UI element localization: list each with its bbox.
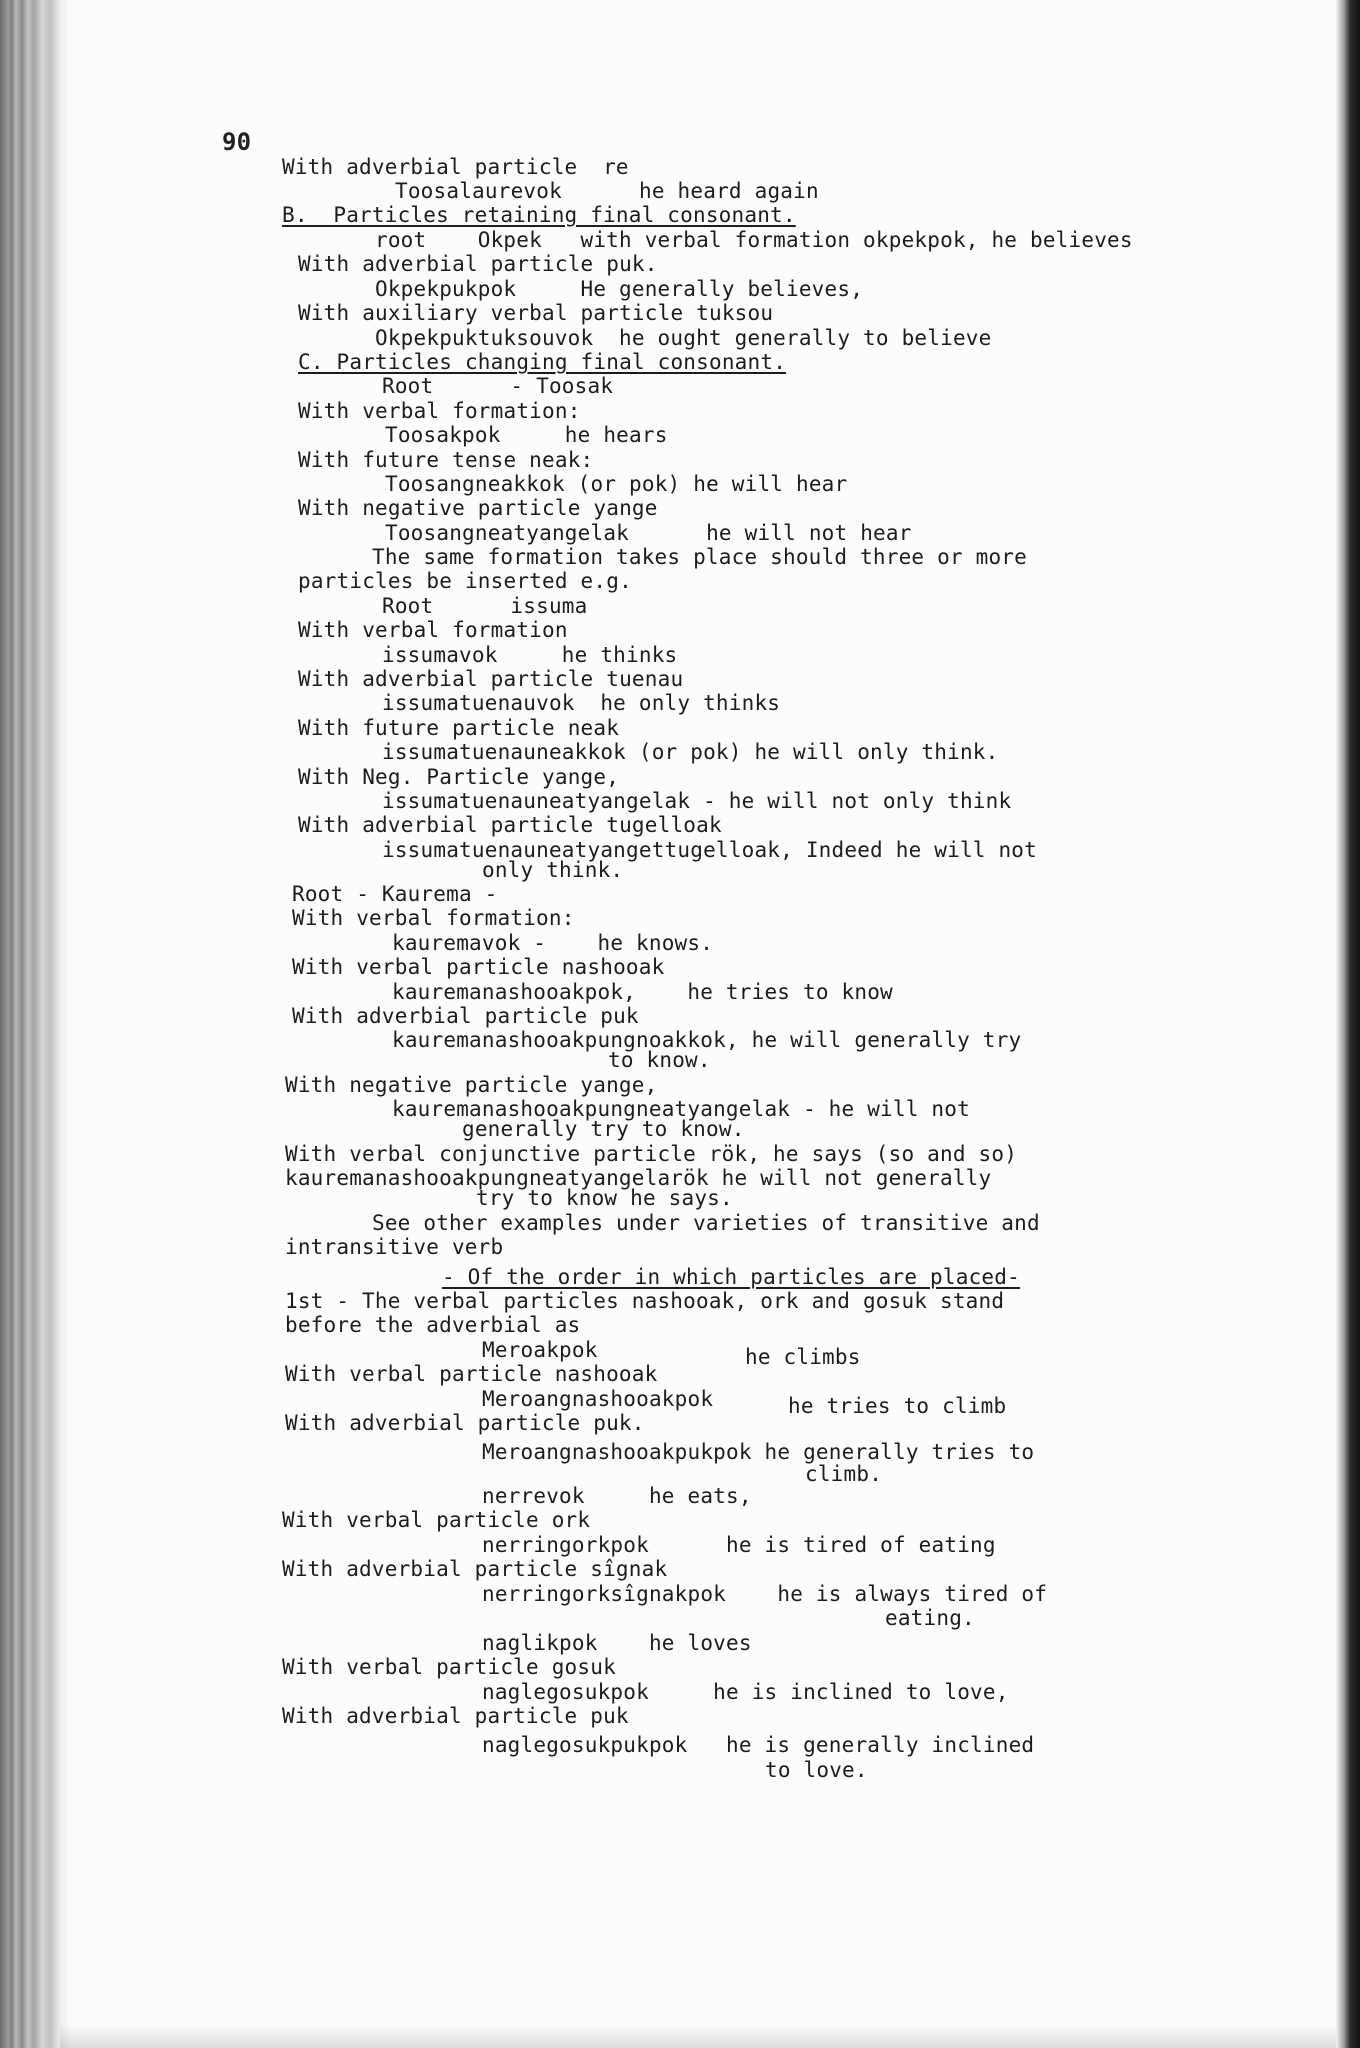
text-line: kauremavok - he knows.: [392, 931, 714, 955]
text-line: 1st - The verbal particles nashooak, ork and gosuk stand: [285, 1289, 1005, 1313]
text-line: With adverbial particle puk.: [298, 252, 658, 276]
text-line: Toosangneakkok (or pok) he will hear: [385, 472, 848, 496]
text-line: try to know he says.: [476, 1186, 733, 1210]
text-line: With adverbial particle puk: [292, 1004, 639, 1028]
text-line: With adverbial particle puk.: [285, 1411, 645, 1435]
text-line: kauremanashooakpungneatyangelak - he will not: [392, 1097, 970, 1121]
text-line: Meroangnashooakpukpok he generally tries to: [482, 1440, 1035, 1464]
book-binding-edge: [0, 0, 70, 2048]
text-line: nerringorksîgnakpok he is always tired of: [482, 1582, 1048, 1606]
text-line: kauremanashooakpok, he tries to know: [392, 980, 893, 1004]
text-line: With verbal conjunctive particle rök, he says (so and so): [285, 1142, 1018, 1166]
text-line: Okpekpuktuksouvok he ought generally to believe: [375, 326, 992, 350]
text-line: With future particle neak: [298, 716, 620, 740]
text-line: With negative particle yange: [298, 496, 658, 520]
text-line: Root - Toosak: [382, 374, 614, 398]
text-line: issumatuenauneakkok (or pok) he will only think.: [382, 740, 999, 764]
text-line: he tries to climb: [788, 1394, 1007, 1418]
page-bottom-shade: [60, 2024, 1336, 2048]
text-line: issumatuenauvok he only thinks: [382, 691, 781, 715]
text-line: With adverbial particle tuenau: [298, 667, 684, 691]
text-line: issumatuenauneatyangettugelloak, Indeed he will not: [382, 838, 1037, 862]
text-line: Root - Kaurema -: [292, 882, 498, 906]
text-line: eating.: [885, 1606, 975, 1630]
page-number: 90: [222, 128, 252, 156]
section-heading: - Of the order in which particles are placed-: [442, 1265, 1020, 1289]
text-line: With verbal formation:: [298, 399, 581, 423]
text-line: With adverbial particle re: [282, 155, 629, 179]
text-line: With verbal particle ork: [282, 1508, 591, 1532]
text-line: climb.: [805, 1462, 883, 1486]
text-line: root Okpek with verbal formation okpekpok, he believes: [375, 228, 1133, 252]
text-line: Toosakpok he hears: [385, 423, 668, 447]
text-line: Root issuma: [382, 594, 588, 618]
text-line: naglegosukpukpok he is generally inclined: [482, 1733, 1035, 1757]
text-line: before the adverbial as: [285, 1313, 581, 1337]
text-line: With auxiliary verbal particle tuksou: [298, 301, 774, 325]
text-line: intransitive verb: [285, 1235, 504, 1259]
text-line: to know.: [608, 1048, 711, 1072]
text-line: naglegosukpok he is inclined to love,: [482, 1680, 1009, 1704]
page-right-edge: [1336, 0, 1360, 2048]
text-line: The same formation takes place should three or more: [372, 545, 1027, 569]
text-line: nerringorkpok he is tired of eating: [482, 1533, 996, 1557]
text-line: Meroakpok: [482, 1338, 598, 1362]
text-line: issumavok he thinks: [382, 643, 678, 667]
text-line: With adverbial particle puk: [282, 1704, 629, 1728]
text-line: generally try to know.: [462, 1117, 745, 1141]
text-line: With negative particle yange,: [285, 1073, 658, 1097]
text-line: issumatuenauneatyangelak - he will not only think: [382, 789, 1012, 813]
text-line: Meroangnashooakpok: [482, 1387, 714, 1411]
text-line: With adverbial particle sîgnak: [282, 1557, 668, 1581]
text-line: only think.: [482, 858, 624, 882]
section-heading: B. Particles retaining final consonant.: [282, 203, 796, 227]
text-line: With verbal particle nashooak: [292, 955, 665, 979]
text-line: kauremanashooakpungneatyangelarök he will not generally: [285, 1166, 992, 1190]
text-line: kauremanashooakpungnoakkok, he will generally try: [392, 1028, 1022, 1052]
text-line: With Neg. Particle yange,: [298, 765, 620, 789]
text-line: to love.: [765, 1758, 868, 1782]
text-line: Toosalaurevok he heard again: [395, 179, 819, 203]
text-line: Toosangneatyangelak he will not hear: [385, 521, 912, 545]
text-line: With future tense neak:: [298, 448, 594, 472]
text-line: particles be inserted e.g.: [298, 569, 632, 593]
text-line: With verbal particle nashooak: [285, 1362, 658, 1386]
text-line: With adverbial particle tugelloak: [298, 813, 722, 837]
text-line: nerrevok he eats,: [482, 1484, 752, 1508]
text-line: See other examples under varieties of transitive and: [372, 1211, 1040, 1235]
text-line: With verbal formation: [298, 618, 568, 642]
section-heading: C. Particles changing final consonant.: [298, 350, 787, 374]
text-line: With verbal formation:: [292, 906, 575, 930]
text-line: he climbs: [745, 1345, 861, 1369]
text-line: Okpekpukpok He generally believes,: [375, 277, 864, 301]
text-line: With verbal particle gosuk: [282, 1655, 616, 1679]
text-line: naglikpok he loves: [482, 1631, 752, 1655]
